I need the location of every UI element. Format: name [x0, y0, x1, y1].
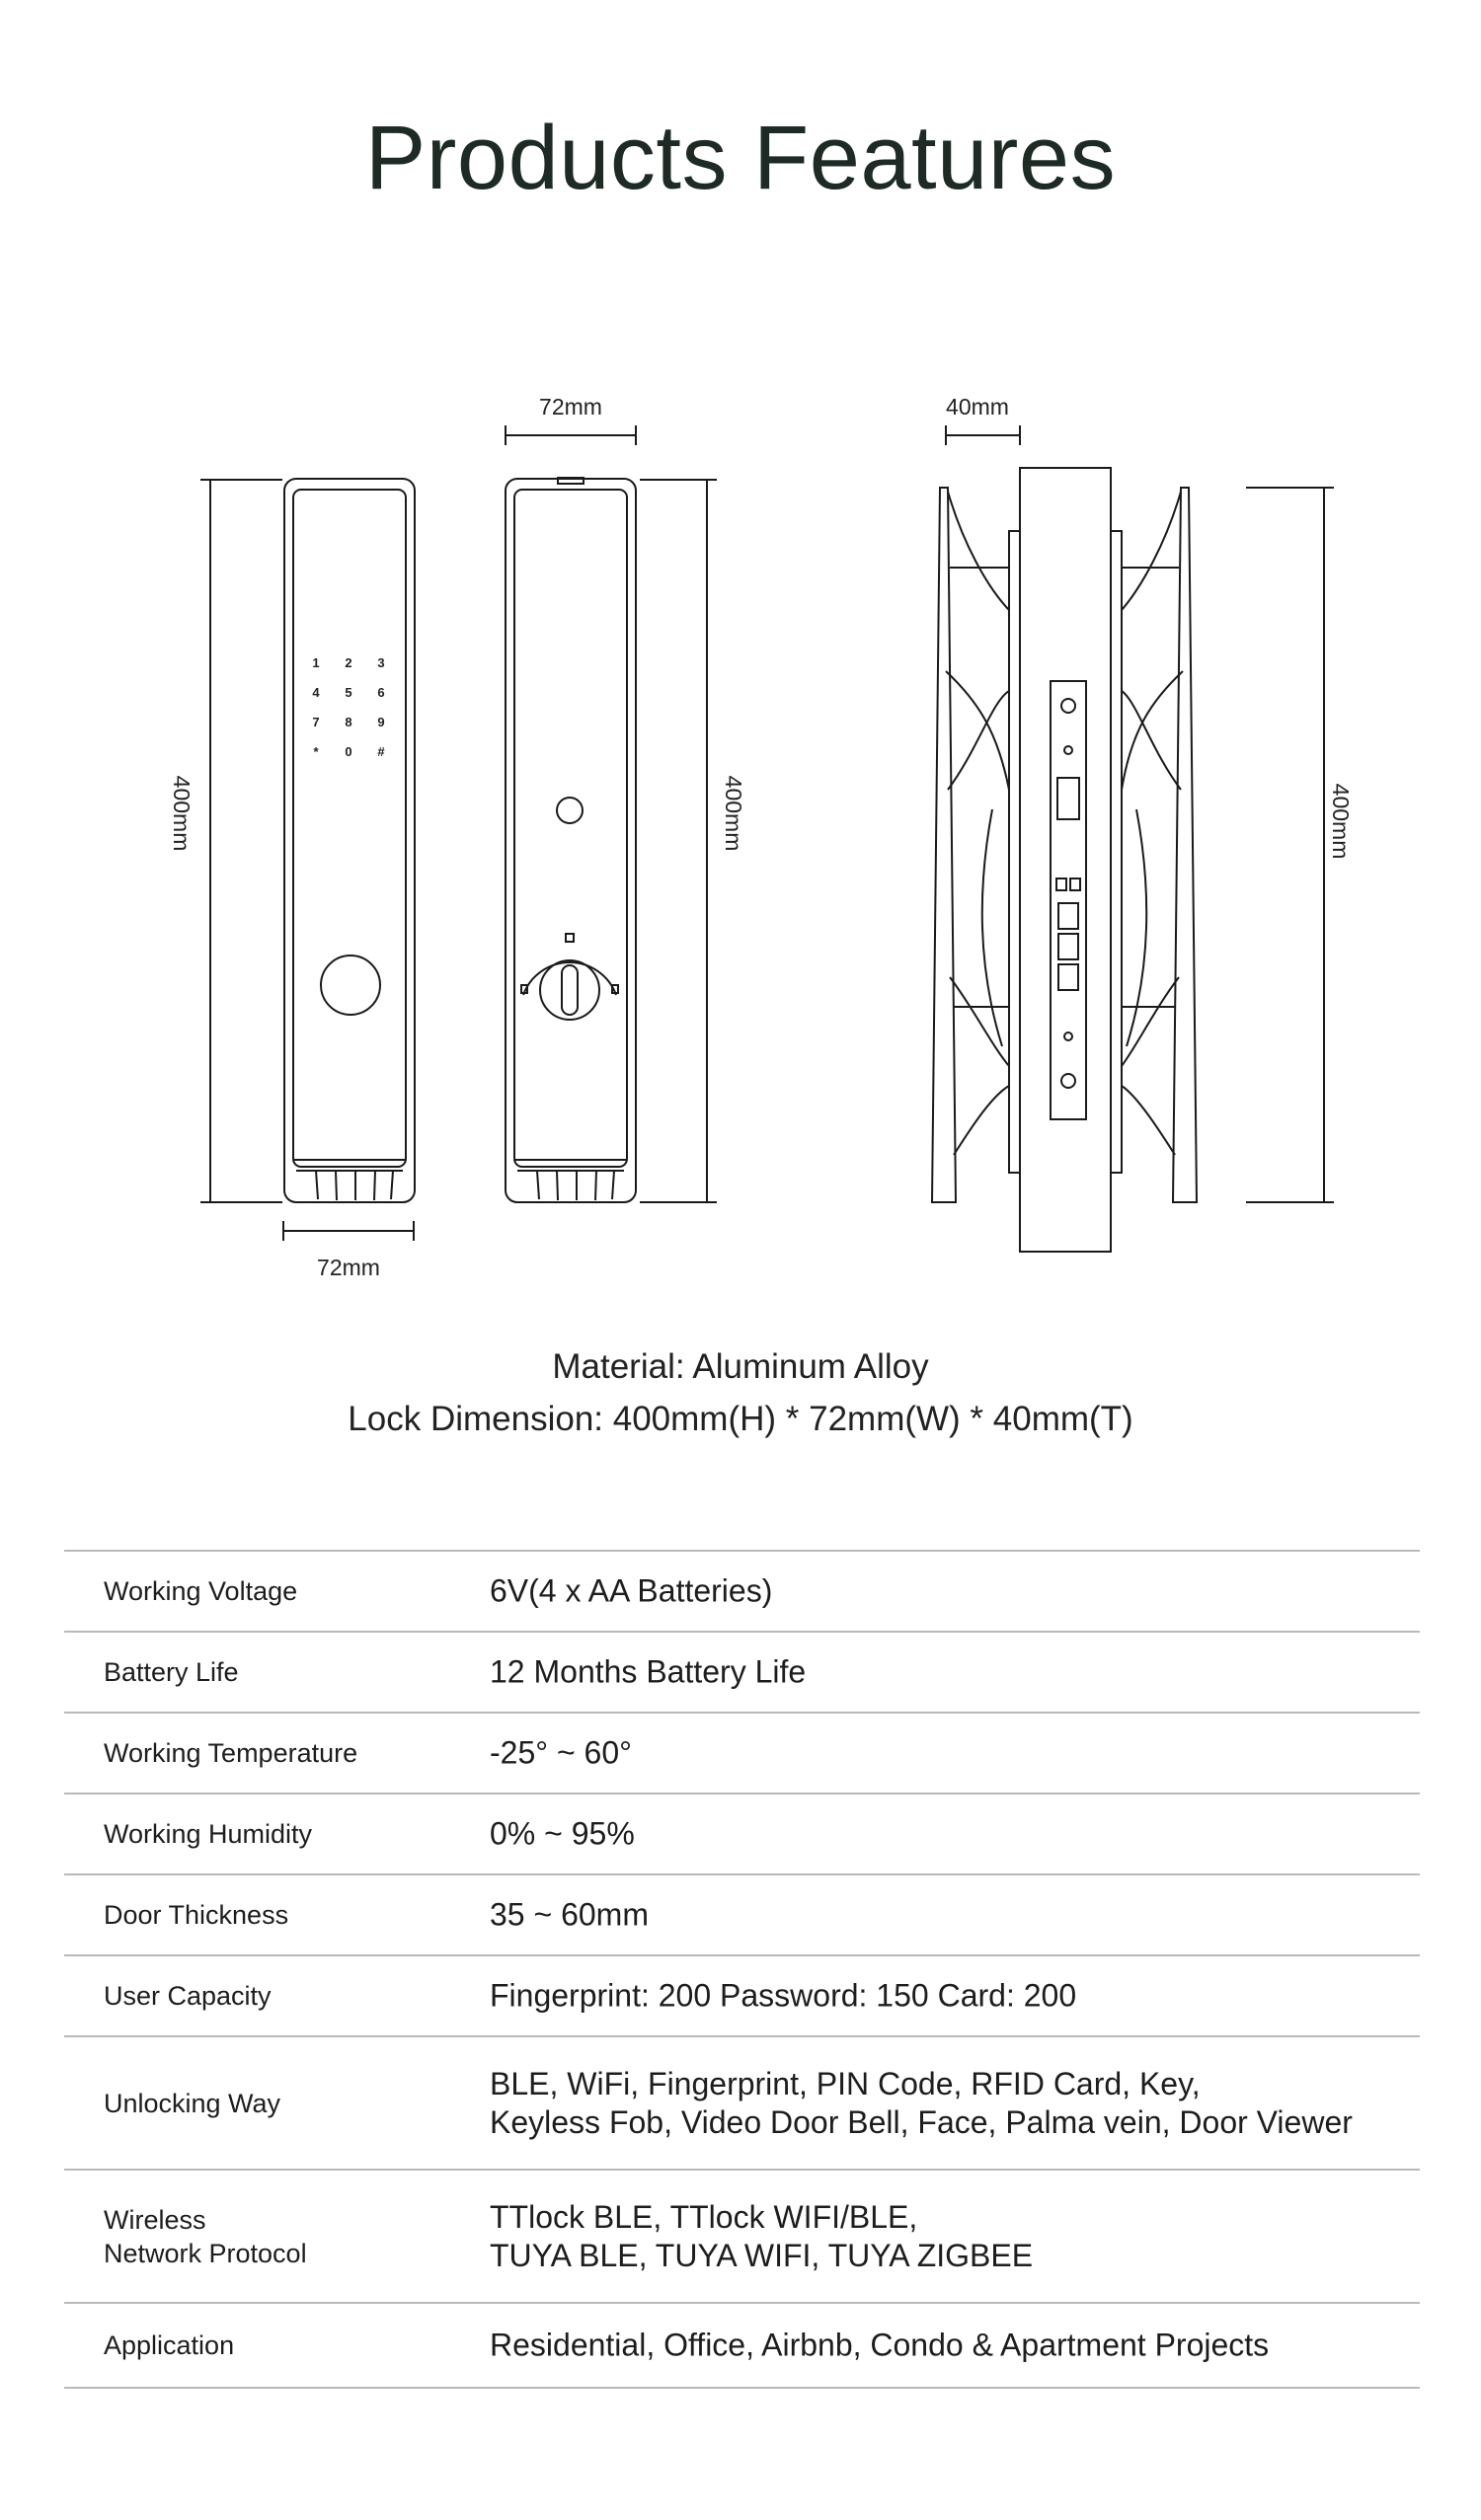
keypad-key: *: [313, 744, 319, 759]
keypad-key: 6: [377, 685, 385, 700]
keypad-key: #: [377, 744, 385, 759]
front-view-drawing: [284, 479, 415, 1202]
back-height-label: 400mm: [721, 775, 746, 852]
spec-table: [64, 1550, 1420, 2389]
keypad: [312, 655, 385, 759]
keypad-key: 7: [312, 715, 320, 729]
spec-row-application: [64, 2302, 1420, 2389]
spec-label: Battery Life: [104, 1657, 239, 1687]
front-height-label: 400mm: [169, 775, 195, 852]
keypad-key: 9: [377, 715, 385, 729]
spec-label: User Capacity: [104, 1981, 272, 2011]
keypad-key: 1: [312, 655, 320, 670]
keypad-key: 0: [345, 744, 352, 759]
spec-label: Unlocking Way: [104, 2088, 281, 2118]
side-view-drawing: [932, 468, 1197, 1252]
spec-value: Residential, Office, Airbnb, Condo & Apartment Projects: [490, 2327, 1270, 2363]
keypad-key: 8: [345, 715, 352, 729]
keypad-key: 5: [345, 685, 352, 700]
thumb-turn-knob-icon: [540, 960, 599, 1020]
side-height-label: 400mm: [1328, 783, 1354, 860]
spec-label: Wireless Network Protocol: [104, 2204, 307, 2268]
spec-value: BLE, WiFi, Fingerprint, PIN Code, RFID Card, Key, Keyless Fob, Video Door Bell, Face, Palma vein, Door Viewer: [490, 2065, 1353, 2140]
spec-label: Door Thickness: [104, 1900, 289, 1930]
front-width-label: 72mm: [317, 1255, 380, 1280]
spec-value: 12 Months Battery Life: [490, 1653, 807, 1690]
mechanical-key-cylinder-icon: [557, 798, 583, 823]
material-text: Material: Aluminum Alloy: [552, 1347, 929, 1386]
lock-technical-drawing: [0, 375, 1481, 1303]
keypad-key: 2: [345, 655, 352, 670]
spec-value: 0% ~ 95%: [490, 1815, 635, 1852]
back-width-label: 72mm: [539, 394, 602, 420]
lock-dimension-text: Lock Dimension: 400mm(H) * 72mm(W) * 40mm(T): [348, 1400, 1133, 1438]
spec-row-working-temperature: [64, 1712, 1420, 1793]
back-view-drawing: [506, 478, 636, 1202]
spec-value: 6V(4 x AA Batteries): [490, 1572, 773, 1609]
keypad-key: 4: [312, 685, 320, 700]
spec-value: TTlock BLE, TTlock WIFI/BLE, TUYA BLE, TUYA WIFI, TUYA ZIGBEE: [490, 2198, 1034, 2273]
spec-label: Application: [104, 2330, 235, 2360]
side-thickness-label: 40mm: [946, 394, 1009, 420]
spec-row-user-capacity: [64, 1954, 1420, 2035]
spec-value: 35 ~ 60mm: [490, 1896, 649, 1933]
spec-value: Fingerprint: 200 Password: 150 Card: 200: [490, 1977, 1077, 2014]
spec-row-battery-life: [64, 1631, 1420, 1712]
page-title: Products Features: [364, 108, 1117, 208]
spec-value: -25° ~ 60°: [490, 1734, 632, 1771]
spec-row-working-voltage: [64, 1550, 1420, 1631]
spec-label: Working Temperature: [104, 1738, 358, 1768]
spec-row-wireless-network-protocol: [64, 2169, 1420, 2302]
spec-row-door-thickness: [64, 1873, 1420, 1954]
fingerprint-sensor-icon: [321, 955, 380, 1015]
keypad-key: 3: [377, 655, 385, 670]
spec-row-unlocking-way: [64, 2035, 1420, 2169]
spec-row-working-humidity: [64, 1793, 1420, 1873]
spec-label: Working Voltage: [104, 1576, 298, 1606]
spec-label: Working Humidity: [104, 1819, 313, 1849]
